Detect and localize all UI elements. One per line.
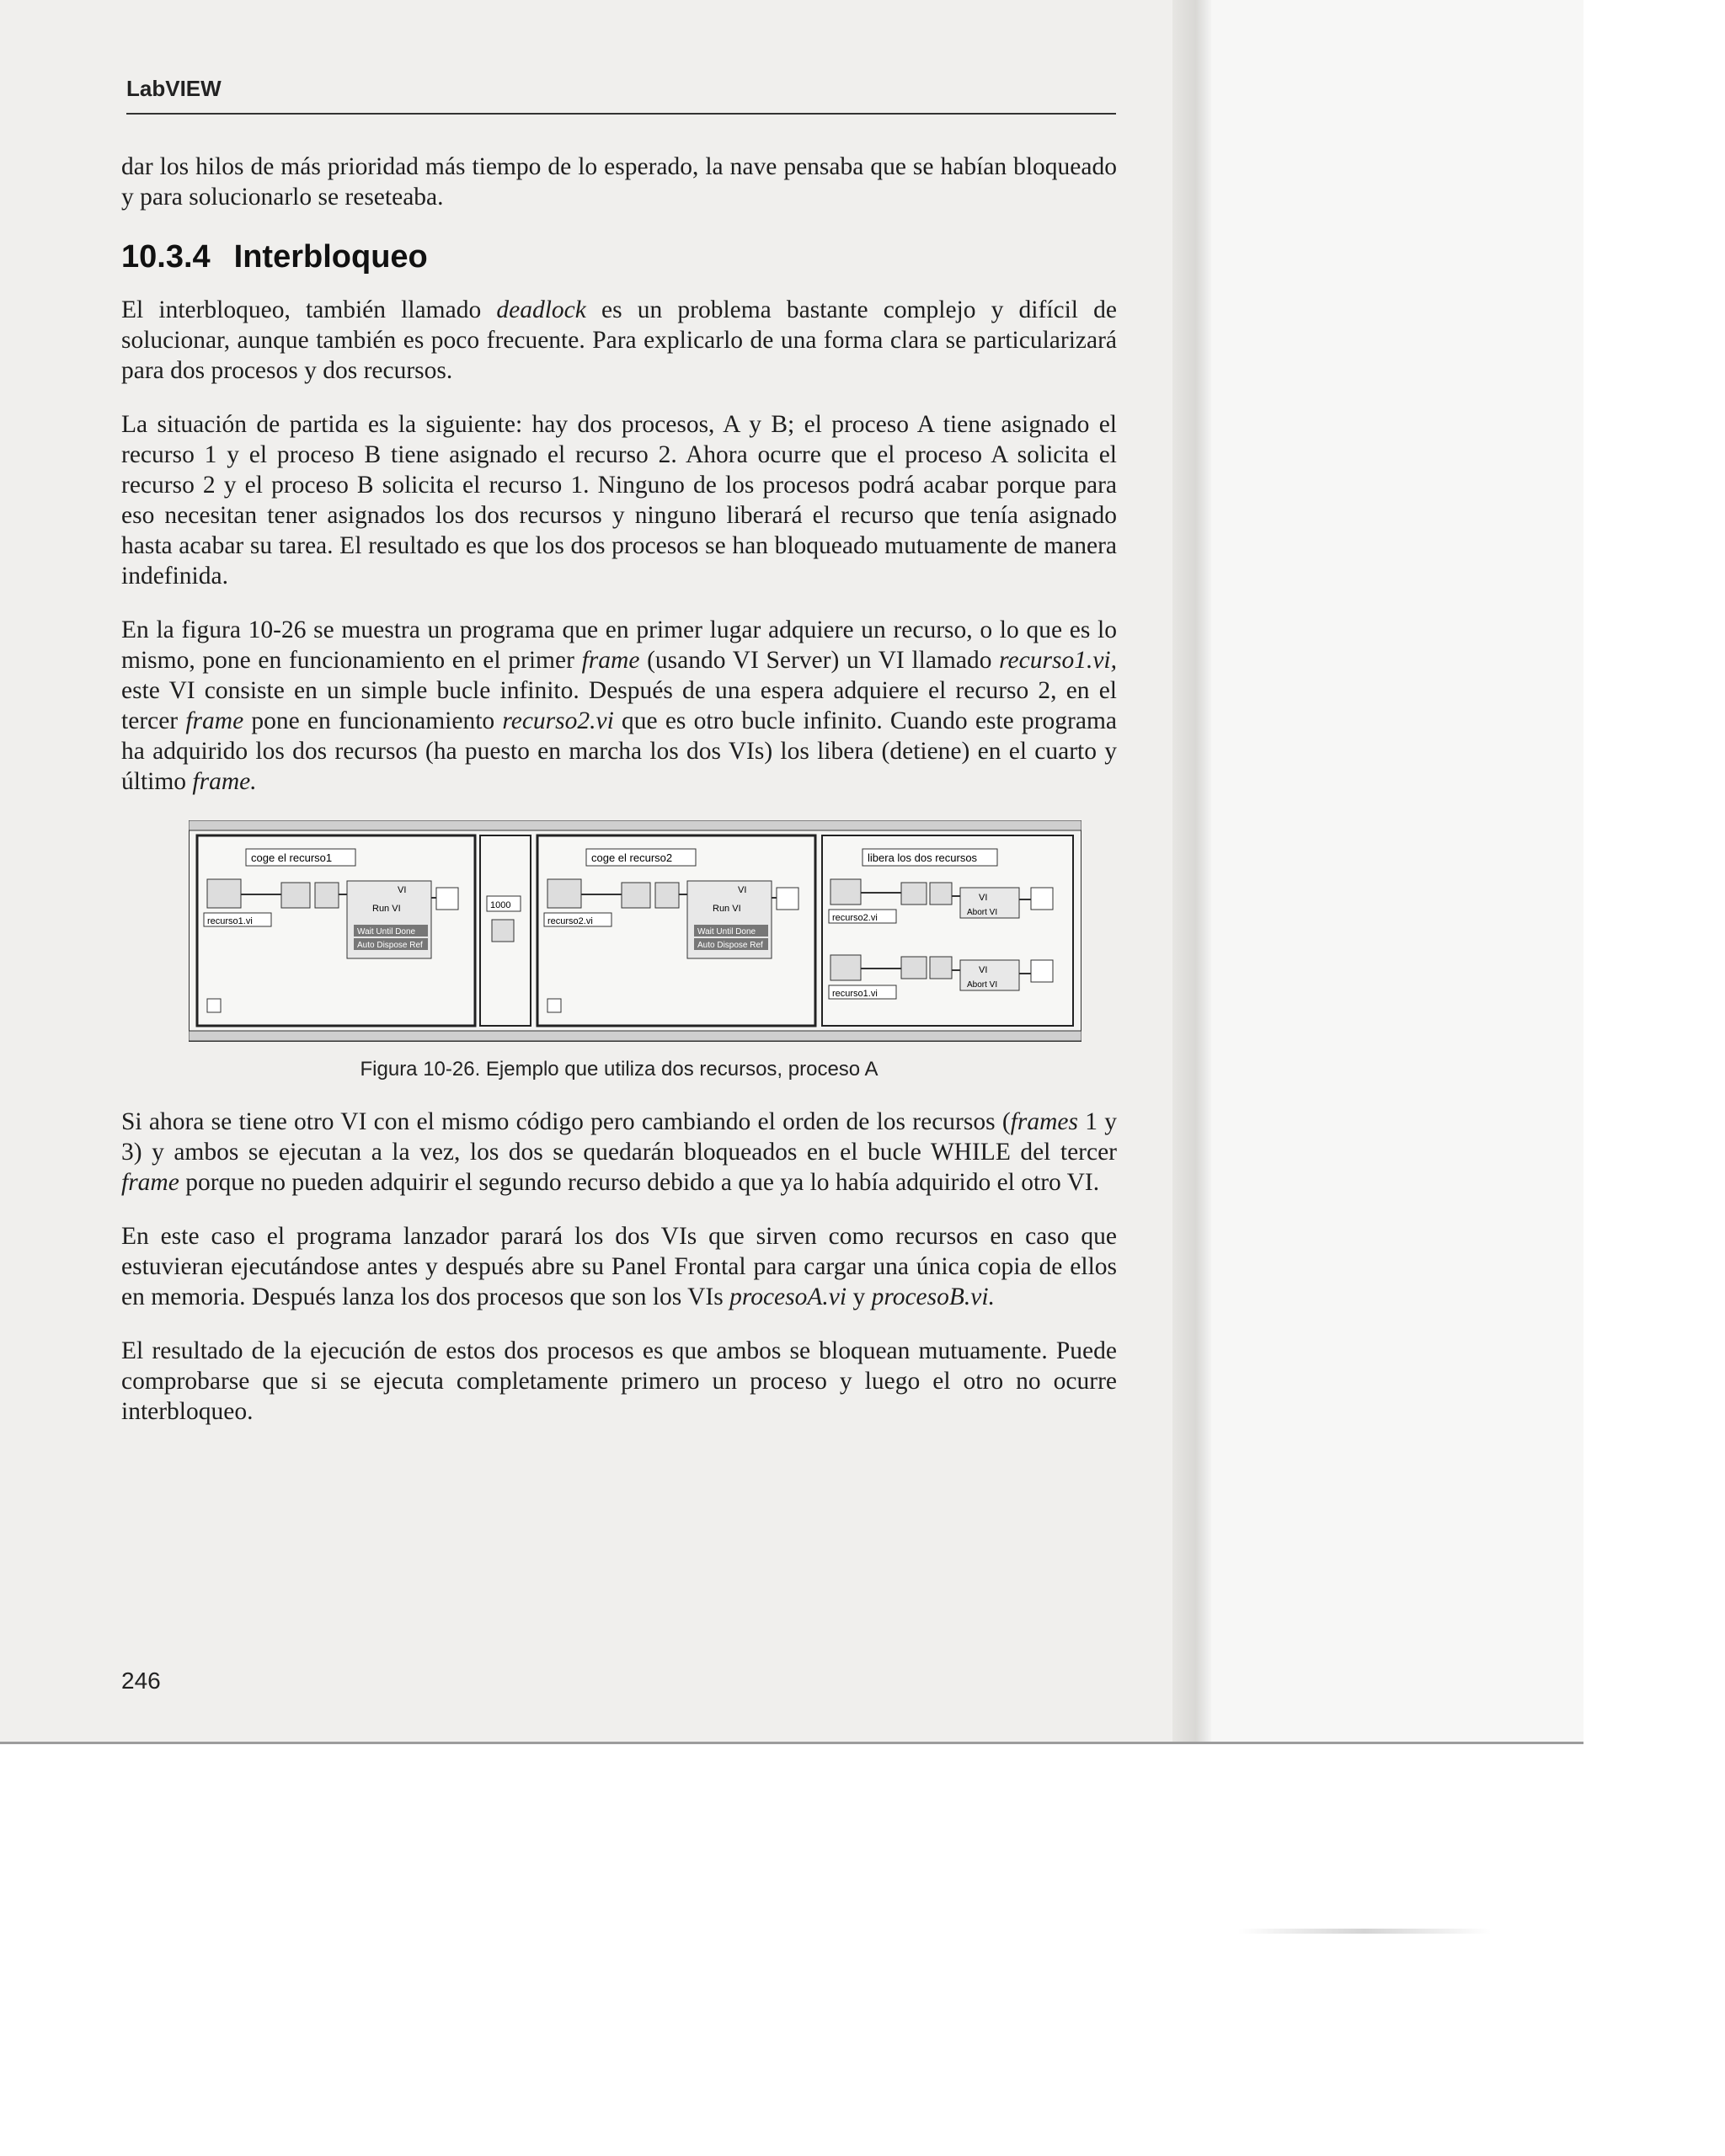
film-strip-bottom (189, 1031, 1081, 1041)
running-header (126, 76, 1116, 115)
film-strip-top (189, 820, 1081, 830)
frame1-label: coge el recurso1 (251, 851, 333, 864)
text-run-italic: frames (1010, 1108, 1078, 1135)
frame3-label: coge el recurso2 (591, 851, 673, 864)
section-heading (121, 236, 1117, 278)
labview-block-diagram (189, 820, 1081, 1048)
open-ref-icon (830, 955, 861, 980)
text-run: este VI consiste en un simple bucle infinito. Después de una espera adquiere el recurso 2, en el tercer (121, 677, 1117, 734)
property-node-icon (901, 883, 927, 905)
paragraph: El resultado de la ejecución de estos dos procesos es que ambos se bloquean mutuamente. Puede comprobarse que si se ejecuta completamente primero un proceso y luego el otro no ocurre interbloqueo. (121, 1337, 1117, 1425)
invoke-method: Run VI (372, 904, 401, 914)
page-bottom-edge (0, 1742, 1583, 1744)
text-run: El interbloqueo, también llamado (121, 296, 497, 323)
frame4-ref-b-text: recurso1.vi (832, 989, 878, 999)
frame1-ref-text: recurso1.vi (207, 916, 253, 926)
text-run: y (846, 1283, 872, 1310)
open-ref-icon (547, 879, 581, 908)
abort-vi-label: VI (979, 893, 988, 903)
text-run-italic: frame (581, 647, 640, 674)
property-node-icon (655, 883, 679, 908)
close-ref-icon (777, 888, 798, 910)
text-run: porque no pueden adquirir el segundo recurso debido a que ya lo había adquirido el otro VI. (179, 1169, 1100, 1196)
text-run-italic: procesoA.vi (729, 1283, 847, 1310)
section-number: 10.3.4 (121, 239, 211, 275)
text-run: (usando VI Server) un VI llamado (639, 647, 1000, 674)
close-ref-icon (436, 888, 458, 910)
property-node-icon (930, 883, 952, 905)
frame3-ref-text: recurso2.vi (547, 916, 593, 926)
property-node-icon (315, 883, 339, 908)
frame-index-icon (207, 999, 221, 1012)
text-run: En la figura 10-26 se muestra un programa que en primer lugar adquiere un recurso, o lo que es lo mismo, pone en funcionamiento en el primer (121, 616, 1117, 674)
text-run-italic: frame (121, 1169, 179, 1196)
frame4-label: libera los dos recursos (868, 851, 978, 864)
section-title: Interbloqueo (233, 239, 428, 275)
paragraph (121, 615, 1117, 797)
paragraph: dar los hilos de más prioridad más tiempo de lo esperado, la nave pensaba que se habían bloqueado y para solucionarlo se reseteaba. (121, 153, 1117, 211)
text-run: pone en funcionamiento (243, 707, 503, 734)
text-run-italic: frame (185, 707, 244, 734)
wait-icon (492, 920, 514, 942)
text-run: que es otro bucle infinito. Cuando este programa ha adquirido los dos recursos (ha puesto en marcha los dos VIs) los libera (detiene) en el cuarto y último (121, 707, 1118, 795)
figure-10-26 (155, 820, 1081, 1039)
abort-method: Abort VI (967, 908, 998, 917)
page-binding-shadow (1172, 0, 1211, 1743)
paragraph: La situación de partida es la siguiente: hay dos procesos, A y B; el proceso A tiene asignado el recurso 1 y el proceso B tiene asignado el recurso 2. Ahora ocurre que el proceso A solicita el recurso 2 y el proceso B solicita el recurso 1. Ninguno de los procesos podrá acabar porque para eso necesitan tener asignados los dos recursos y ninguno liberará el recurso que tenía asignado hasta acabar su tarea. El resultado es que los dos procesos se han bloqueado mutuamente de manera indefinida. (121, 411, 1117, 590)
frame-index-icon (547, 999, 561, 1012)
figure-caption: Figura 10-26. Ejemplo que utiliza dos recursos, proceso A (360, 1058, 879, 1081)
facing-page-edge (1211, 0, 1583, 1743)
wait-constant-text: 1000 (490, 900, 511, 910)
property-node-icon (622, 883, 650, 908)
text-run-italic: recurso1.vi, (999, 647, 1117, 674)
abort-vi-label: VI (979, 965, 988, 975)
frame4-ref-a-text: recurso2.vi (832, 913, 878, 923)
invoke-vi-label: VI (738, 885, 747, 895)
text-run-italic: procesoB.vi. (871, 1283, 995, 1310)
paragraph (121, 1221, 1117, 1312)
invoke-vi-label: VI (398, 885, 407, 895)
text-run: Si ahora se tiene otro VI con el mismo código pero cambiando el orden de los recursos ( (121, 1108, 1011, 1135)
close-ref-icon (1031, 960, 1053, 982)
invoke-opt2: Auto Dispose Ref (357, 941, 423, 950)
property-node-icon (901, 957, 927, 979)
property-node-icon (281, 883, 310, 908)
text-run: En este caso el programa lanzador parará los dos VIs que sirven como recursos en caso que estuvieran ejecutándose antes y después abre su Panel Frontal para cargar una única copia de ellos en memoria. Después lanza los dos procesos que son los VIs (121, 1223, 1117, 1310)
scan-smudge (1238, 1929, 1491, 1934)
open-ref-icon (207, 879, 241, 908)
page-content (121, 152, 1117, 1450)
text-run: es un problema bastante complejo y difícil de solucionar, aunque también es poco frecuente. Para explicarlo de una forma clara se particularizará para dos procesos y dos recursos. (121, 296, 1118, 384)
open-ref-icon (830, 879, 861, 905)
invoke-method: Run VI (713, 904, 741, 914)
paragraph (121, 295, 1117, 386)
text-run-italic: frame. (192, 768, 257, 795)
text-run-italic: recurso2.vi (502, 707, 614, 734)
text-run-italic: deadlock (496, 296, 586, 323)
text-run: 1 y 3) y ambos se ejecutan a la vez, los dos se quedarán bloqueados en el bucle WHILE del tercer (121, 1108, 1117, 1166)
abort-method: Abort VI (967, 980, 998, 990)
close-ref-icon (1031, 888, 1053, 910)
header-title: LabVIEW (126, 76, 222, 101)
invoke-opt1: Wait Until Done (357, 927, 416, 937)
paragraph (121, 1107, 1117, 1198)
invoke-opt2: Auto Dispose Ref (697, 941, 763, 950)
page-number: 246 (121, 1668, 161, 1694)
invoke-opt1: Wait Until Done (697, 927, 756, 937)
property-node-icon (930, 957, 952, 979)
